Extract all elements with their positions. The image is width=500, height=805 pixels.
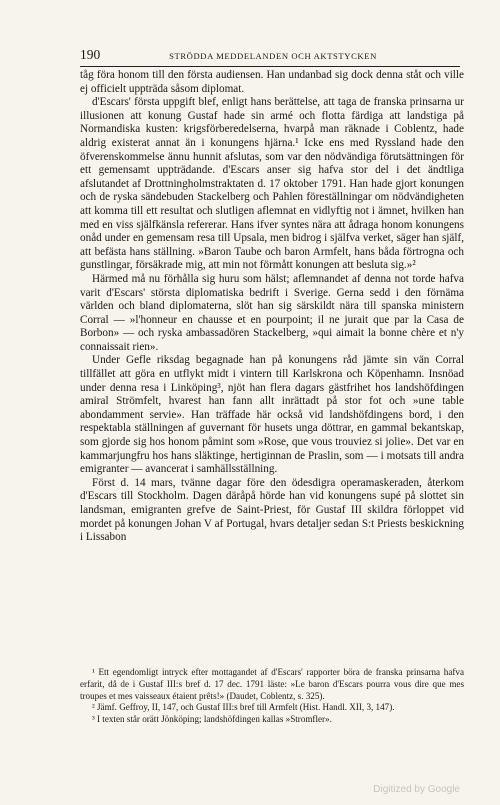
header-rule bbox=[80, 66, 460, 67]
digitization-watermark: Digitized by Google bbox=[373, 784, 460, 795]
running-title: STRÖDDA MEDDELANDEN OCH AKTSTYCKEN bbox=[169, 51, 377, 61]
paragraph: Först d. 14 mars, tvänne dagar före den ödesdigra operamaskeraden, återkom d'Escars till Stockholm. Dagen däråpå hörde han vid konungens supé på slottet sin landsman, emigranten grefve de Saint-Priest, för Gustaf III skildra förloppet vid mordet på konungen Johan V af Portugal, hvars detaljer sedan S:t Priests beskickning i Lissabon bbox=[80, 476, 464, 544]
footnotes bbox=[80, 667, 464, 726]
paragraph: tåg föra honom till den första audiensen. Han undanbad sig dock denna ståt och ville ej officielt uppträda såsom diplomat. bbox=[80, 69, 464, 95]
footnote: ¹ Ett egendomligt intryck efter mottagandet af d'Escars' rapporter böra de franska prinsarna hafva erfarit, då de i Gustaf III:s bref d. 17 dec. 1791 läste: »Le baron d'Escars pourra vous dire que mes troupes et mes vaisseaux étaient prêts!» (Daudet, Coblentz, s. 325). bbox=[80, 667, 464, 701]
body-text bbox=[80, 69, 464, 545]
page-header bbox=[80, 47, 460, 63]
paragraph: Härmed må nu förhålla sig huru som hälst; aflemnandet af denna not torde hafva varit d'Escars' största diplomatiska bedrift i Sverige. Gerna sedd i den förnäma världen och bland diplomaterna, slöt han sig särskildt nära till spanska ministern Corral — »l'honneur en chausse et en pourpoint; il ne jurait que par la Casa de Borbon» — och ryska ambassadören Stackelberg, »qui aimait la bonne chère et n'y connaissait rien». bbox=[80, 272, 464, 353]
footnote: ³ I texten står orätt Jönköping; landshöfdingen kallas »Stromfler». bbox=[92, 714, 332, 725]
footnote: ² Jämf. Geffroy, II, 147, och Gustaf III:s bref till Armfelt (Hist. Handl. XII, 3, 147). bbox=[92, 702, 395, 713]
paragraph: d'Escars' första uppgift blef, enligt hans berättelse, att taga de franska prinsarna ur illusionen att konung Gustaf hade sin armé och flotta färdiga att landstiga på Normandiska kusten: krigsförberedelserna, hvarpå man räknade i Coblentz, hade aldrig existerat annat än i konungens hjärna.¹ Icke ens med Ryssland hade den öfverenskommelse ännu hunnit afslutas, som var den nödvändiga förutsättningen för ett gemensamt uppträdande. d'Escars anser sig hafva stor del i det ändtliga afslutandet af Drottningholmstraktaten d. 17 oktober 1791. Han hade gjort konungen och de ryska sändebuden Stackelberg och Pahlen föreställningar om nödvändigheten att komma till ett resultat och slutligen aflemnat en vidlyftig not i ämnet, hvilken han med en viss själfkänsla refererar. Hans ifver syntes nära att ådraga honom konungens onåd under en gemensam resa till Upsala, men bidrog i själfva verket, säger han själf, att befästa hans ställning. »Baron Taube och baron Armfelt, hans båda förtrogna och gunstlingar, försäkrade mig, att min not förmått konungen att besluta sig.»² bbox=[80, 96, 464, 272]
paragraph: Under Gefle riksdag begagnade han på konungens råd jämte sin vän Corral tillfället att göra en utflykt midt i vintern till Karlskrona och Köpenhamn. Insnöad under denna resa i Linköping³, njöt han flera dagars gästfrihet hos landshöfdingen amiral Strömfelt, hvarest han fann allt inrättadt på stor fot och »une table abondamment servie». Han träffade här också vid landshöfdingens bord, i den respektabla ställningen af guvernant för husets unga döttrar, en gammal bekantskap, som gjorde sig hos honom påmint som »Rose, que vous trouviez si jolie». Det var en kammarjungfru hos hans släktinge, hertiginnan de Praslin, som — i motsats till andra emigranter — avancerat i samhällsställning. bbox=[80, 354, 464, 476]
page-number: 190 bbox=[80, 47, 101, 62]
